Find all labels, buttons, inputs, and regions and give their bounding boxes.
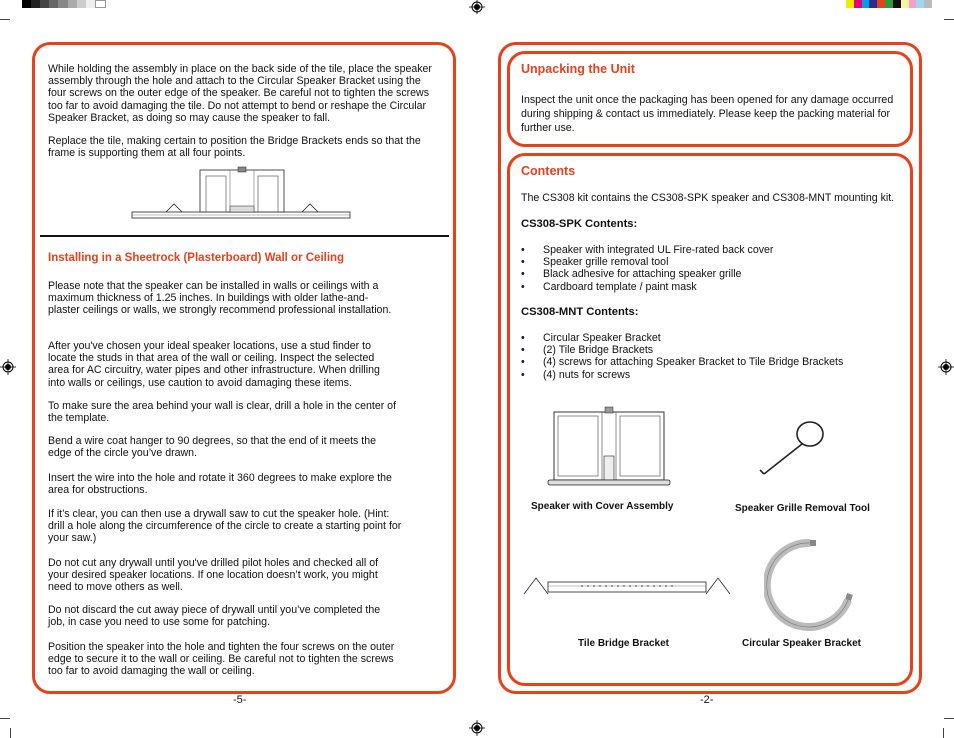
- registration-mark-icon: [468, 0, 486, 16]
- crop-mark: [943, 728, 944, 738]
- grayscale-color-bar: [22, 0, 106, 8]
- mnt-contents-heading: CS308-MNT Contents:: [521, 306, 639, 318]
- instruction-paragraph: Do not cut any drywall until you've drilled pilot holes and checked all of your desired speaker locations. If one location doesn’t work, you might need to move others as well.: [48, 557, 379, 594]
- unpacking-heading: Unpacking the Unit: [521, 62, 635, 76]
- circular-bracket-caption: Circular Speaker Bracket: [742, 638, 861, 649]
- cmyk-color-bar: [846, 0, 932, 8]
- instruction-paragraph: Do not discard the cut away piece of drywall until you’ve completed the job, in case you need to use some for patching.: [48, 604, 381, 629]
- speaker-assembly-illustration: [546, 406, 672, 490]
- contents-heading: Contents: [521, 164, 576, 178]
- instruction-paragraph: Please note that the speaker can be installed in walls or ceilings with a maximum thickness of 1.25 inches. In buildings with older lathe-and-plaster ceilings or walls, we strongly recommend professional installation.: [48, 280, 392, 317]
- crop-mark: [0, 718, 10, 719]
- spk-contents-heading: CS308-SPK Contents:: [521, 218, 638, 230]
- grille-removal-tool-illustration: [756, 418, 830, 480]
- page-number-right: -2-: [700, 694, 714, 706]
- list-item: • (4) nuts for screws: [521, 369, 906, 381]
- instruction-paragraph: Position the speaker into the hole and tighten the four screws on the outer edge to secure it to the wall or ceiling. Be careful not to tighten the screws too far to avoid damaging the wall or ceiling.: [48, 641, 395, 678]
- crop-mark: [944, 718, 954, 719]
- crop-mark: [10, 728, 11, 738]
- registration-mark-icon: [468, 718, 486, 738]
- replace-tile-paragraph: Replace the tile, making certain to position the Bridge Brackets ends so that the frame is supporting them at all four points.: [48, 135, 421, 160]
- grille-tool-caption: Speaker Grille Removal Tool: [735, 503, 870, 514]
- instruction-paragraph: Insert the wire into the hole and rotate it 360 degrees to make explore the area for obstructions.: [48, 472, 392, 497]
- page-number-left: -5-: [233, 694, 247, 706]
- crop-mark: [0, 19, 10, 20]
- list-item: • (2) Tile Bridge Brackets: [521, 344, 906, 356]
- instruction-paragraph: Bend a wire coat hanger to 90 degrees, so that the end of it meets the edge of the circle you’ve drawn.: [48, 435, 377, 460]
- registration-mark-icon: [0, 358, 16, 376]
- list-item: • Speaker grille removal tool: [521, 256, 901, 268]
- tile-bridge-caption: Tile Bridge Bracket: [578, 638, 669, 649]
- spk-contents-list: [521, 244, 901, 293]
- tile-bridge-bracket-illustration: [522, 574, 732, 598]
- instruction-paragraph: If it’s clear, you can then use a drywall saw to cut the speaker hole. (Hint: drill a hole along the circumference of the circle to create a starting point for your saw.): [48, 508, 402, 545]
- list-item: • Black adhesive for attaching speaker grille: [521, 268, 901, 280]
- assembly-paragraph: While holding the assembly in place on the back side of the tile, place the speaker assembly through the hole and attach to the Circular Speaker Bracket using the four screws on the outer edge of the speaker. Be careful not to tighten the screws too far to avoid damaging the tile. Do not attempt to bend or reshape the Circular Speaker Bracket, as doing so may cause the speaker to fall.: [48, 63, 432, 124]
- list-item: • Circular Speaker Bracket: [521, 332, 906, 344]
- section-divider: [40, 235, 449, 237]
- unpacking-text: Inspect the unit once the packaging has been opened for any damage occurred during shipping & contact us immediately. Please keep the packing material for further use.: [521, 94, 894, 134]
- mnt-contents-list: [521, 332, 906, 381]
- instruction-paragraph: After you've chosen your ideal speaker locations, use a stud finder to locate the studs in that area of the wall or ceiling. Inspect the selected area for AC circuitry, water pipes and other infrastructure. When drilling into walls or ceilings, use caution to avoid damaging these items.: [48, 340, 380, 389]
- list-item: • (4) screws for attaching Speaker Bracket to Tile Bridge Brackets: [521, 356, 906, 368]
- contents-intro: The CS308 kit contains the CS308-SPK speaker and CS308-MNT mounting kit.: [521, 192, 895, 204]
- list-item: • Speaker with integrated UL Fire-rated back cover: [521, 244, 901, 256]
- sheetrock-section-heading: Installing in a Sheetrock (Plasterboard) Wall or Ceiling: [48, 252, 345, 264]
- circular-bracket-illustration: [764, 538, 856, 632]
- speaker-assembly-caption: Speaker with Cover Assembly: [531, 501, 674, 512]
- list-item: • Cardboard template / paint mask: [521, 281, 901, 293]
- instruction-paragraph: To make sure the area behind your wall is clear, drill a hole in the center of the template.: [48, 400, 397, 425]
- crop-mark: [944, 19, 954, 20]
- registration-mark-icon: [938, 358, 954, 376]
- tile-installation-illustration: [130, 166, 352, 224]
